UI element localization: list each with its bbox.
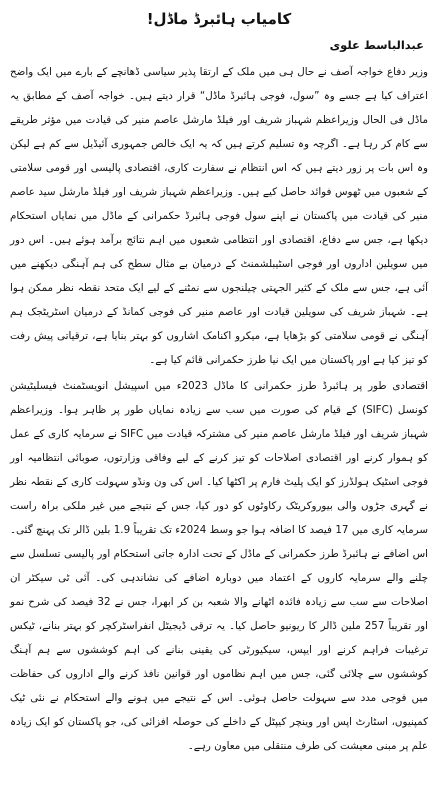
article-author: عبدالباسط علوی (329, 38, 424, 52)
article-title: کامیاب ہائبرڈ ماڈل! (146, 10, 292, 28)
article-paragraph: اقتصادی طور پر ہائبرڈ طرز حکمرانی کا ماڈل 2023ء میں اسپیشل انویسٹمنٹ فیسلیٹیشن کونسل (SIFC) کے قیام کی صورت میں سب سے زیادہ نمایاں طور پر ظاہر ہوا۔ وزیراعظم شہباز شریف اور فیلڈ مارشل عاصم منیر کی مشترکہ قیادت میں SIFC نے سرمایہ کاری کے عمل کو ہموار کرنے اور اقتصادی اصلاحات کو تیز کرنے کے لیے وفاقی وزارتوں، صوبائی انتظامیہ اور فوجی اسٹیک ہولڈرز کو ایک پلیٹ فارم پر اکٹھا کیا۔ اس کی ون ونڈو سہولت کاری کے نقطہ نظر نے گہری جڑوں والی بیوروکریٹک رکاوٹوں کو دور کیا، جس کے نتیجے میں غیر ملکی براہ راست سرمایہ کاری میں 17 فیصد کا اضافہ ہوا جو وسط 2024ء تک تقریباً 1.9 بلین ڈالر تک پہنچ گئی۔ اس اضافے نے ہائبرڈ طرز حکمرانی کے ماڈل کے تحت ادارہ جاتی استحکام اور پالیسی تسلسل سے چلنے والے سرمایہ کاروں کے اعتماد میں دوبارہ اضافے کی نشاندہی کی۔ آئی ٹی سیکٹر ان اصلاحات سے سب سے زیادہ فائدہ اٹھانے والا شعبہ بن کر ابھرا، جس نے 32 فیصد کی شرح نمو اور تقریباً 257 ملین ڈالر کا ریونیو حاصل کیا۔ یہ ترقی ڈیجیٹل انفراسٹرکچر کو بہتر بنانے، ٹیکس ترغیبات فراہم کرنے اور ایپس، سیکیورٹی کی یقینی بنانے کی اہم کوششوں سے ہم آہنگ کوششوں سے چلائی گئی، جس میں اہم نظاموں اور قوانین نافذ کرنے والے اداروں کی حفاظت میں فوجی مدد سے سہولت حاصل ہوئی۔ اس کے نتیجے میں ہونے والے استحکام نے نئی ٹیک کمپنیوں، اسٹارٹ اپس اور وینچر کیپٹل کے داخلے کی حوصلہ افزائی کی، جو پاکستان کو ایک زیادہ علم پر مبنی معیشت کی طرف منتقلی میں معاون رہے۔ (10, 380, 428, 752)
article-paragraph: وزیر دفاع خواجہ آصف نے حال ہی میں ملک کے ارتقا پذیر سیاسی ڈھانچے کے بارے میں ایک واضح اعتراف کیا ہے جسے وہ ”سول، فوجی ہائبرڈ ماڈل“ قرار دیتے ہیں۔ خواجہ آصف کے مطابق یہ ماڈل فی الحال وزیراعظم شہباز شریف اور فیلڈ مارشل عاصم منیر کی قیادت میں مؤثر طریقے سے کام کر رہا ہے۔ اگرچہ وہ تسلیم کرتے ہیں کہ یہ ایک خالص جمہوری آئیڈیل سے کم ہے لیکن وہ اس بات پر زور دیتے ہیں کہ اس انتظام نے سفارت کاری، اقتصادی پالیسی اور قومی سلامتی کے شعبوں میں ٹھوس فوائد حاصل کیے ہیں۔ وزیراعظم شہباز شریف اور فیلڈ مارشل سید عاصم منیر کی قیادت میں پاکستان نے اپنے سول فوجی ہائبرڈ حکمرانی کے ماڈل میں نمایاں استحکام دیکھا ہے، جس سے دفاع، اقتصادی اور انتظامی شعبوں میں اہم نتائج برآمد ہوئے ہیں۔ اس دور میں سویلین اداروں اور فوجی اسٹیبلشمنٹ کے درمیان بے مثال سطح کی ہم آہنگی دیکھنے میں آئی ہے، جس سے ملک کے کثیر الجہتی چیلنجوں سے نمٹنے کے لیے ایک متحد نقطہ نظر ممکن ہوا ہے۔ شہباز شریف کی سویلین قیادت اور عاصم منیر کی فوجی کمانڈ کے درمیان اسٹریٹجک ہم آہنگی نے قومی سلامتی کو بڑھایا ہے، میکرو اکنامک اشاروں کو بہتر بنایا ہے، ترقیاتی پیش رفت کو تیز کیا ہے اور پاکستان میں ایک نیا طرز حکمرانی قائم کیا ہے۔ (10, 66, 428, 366)
